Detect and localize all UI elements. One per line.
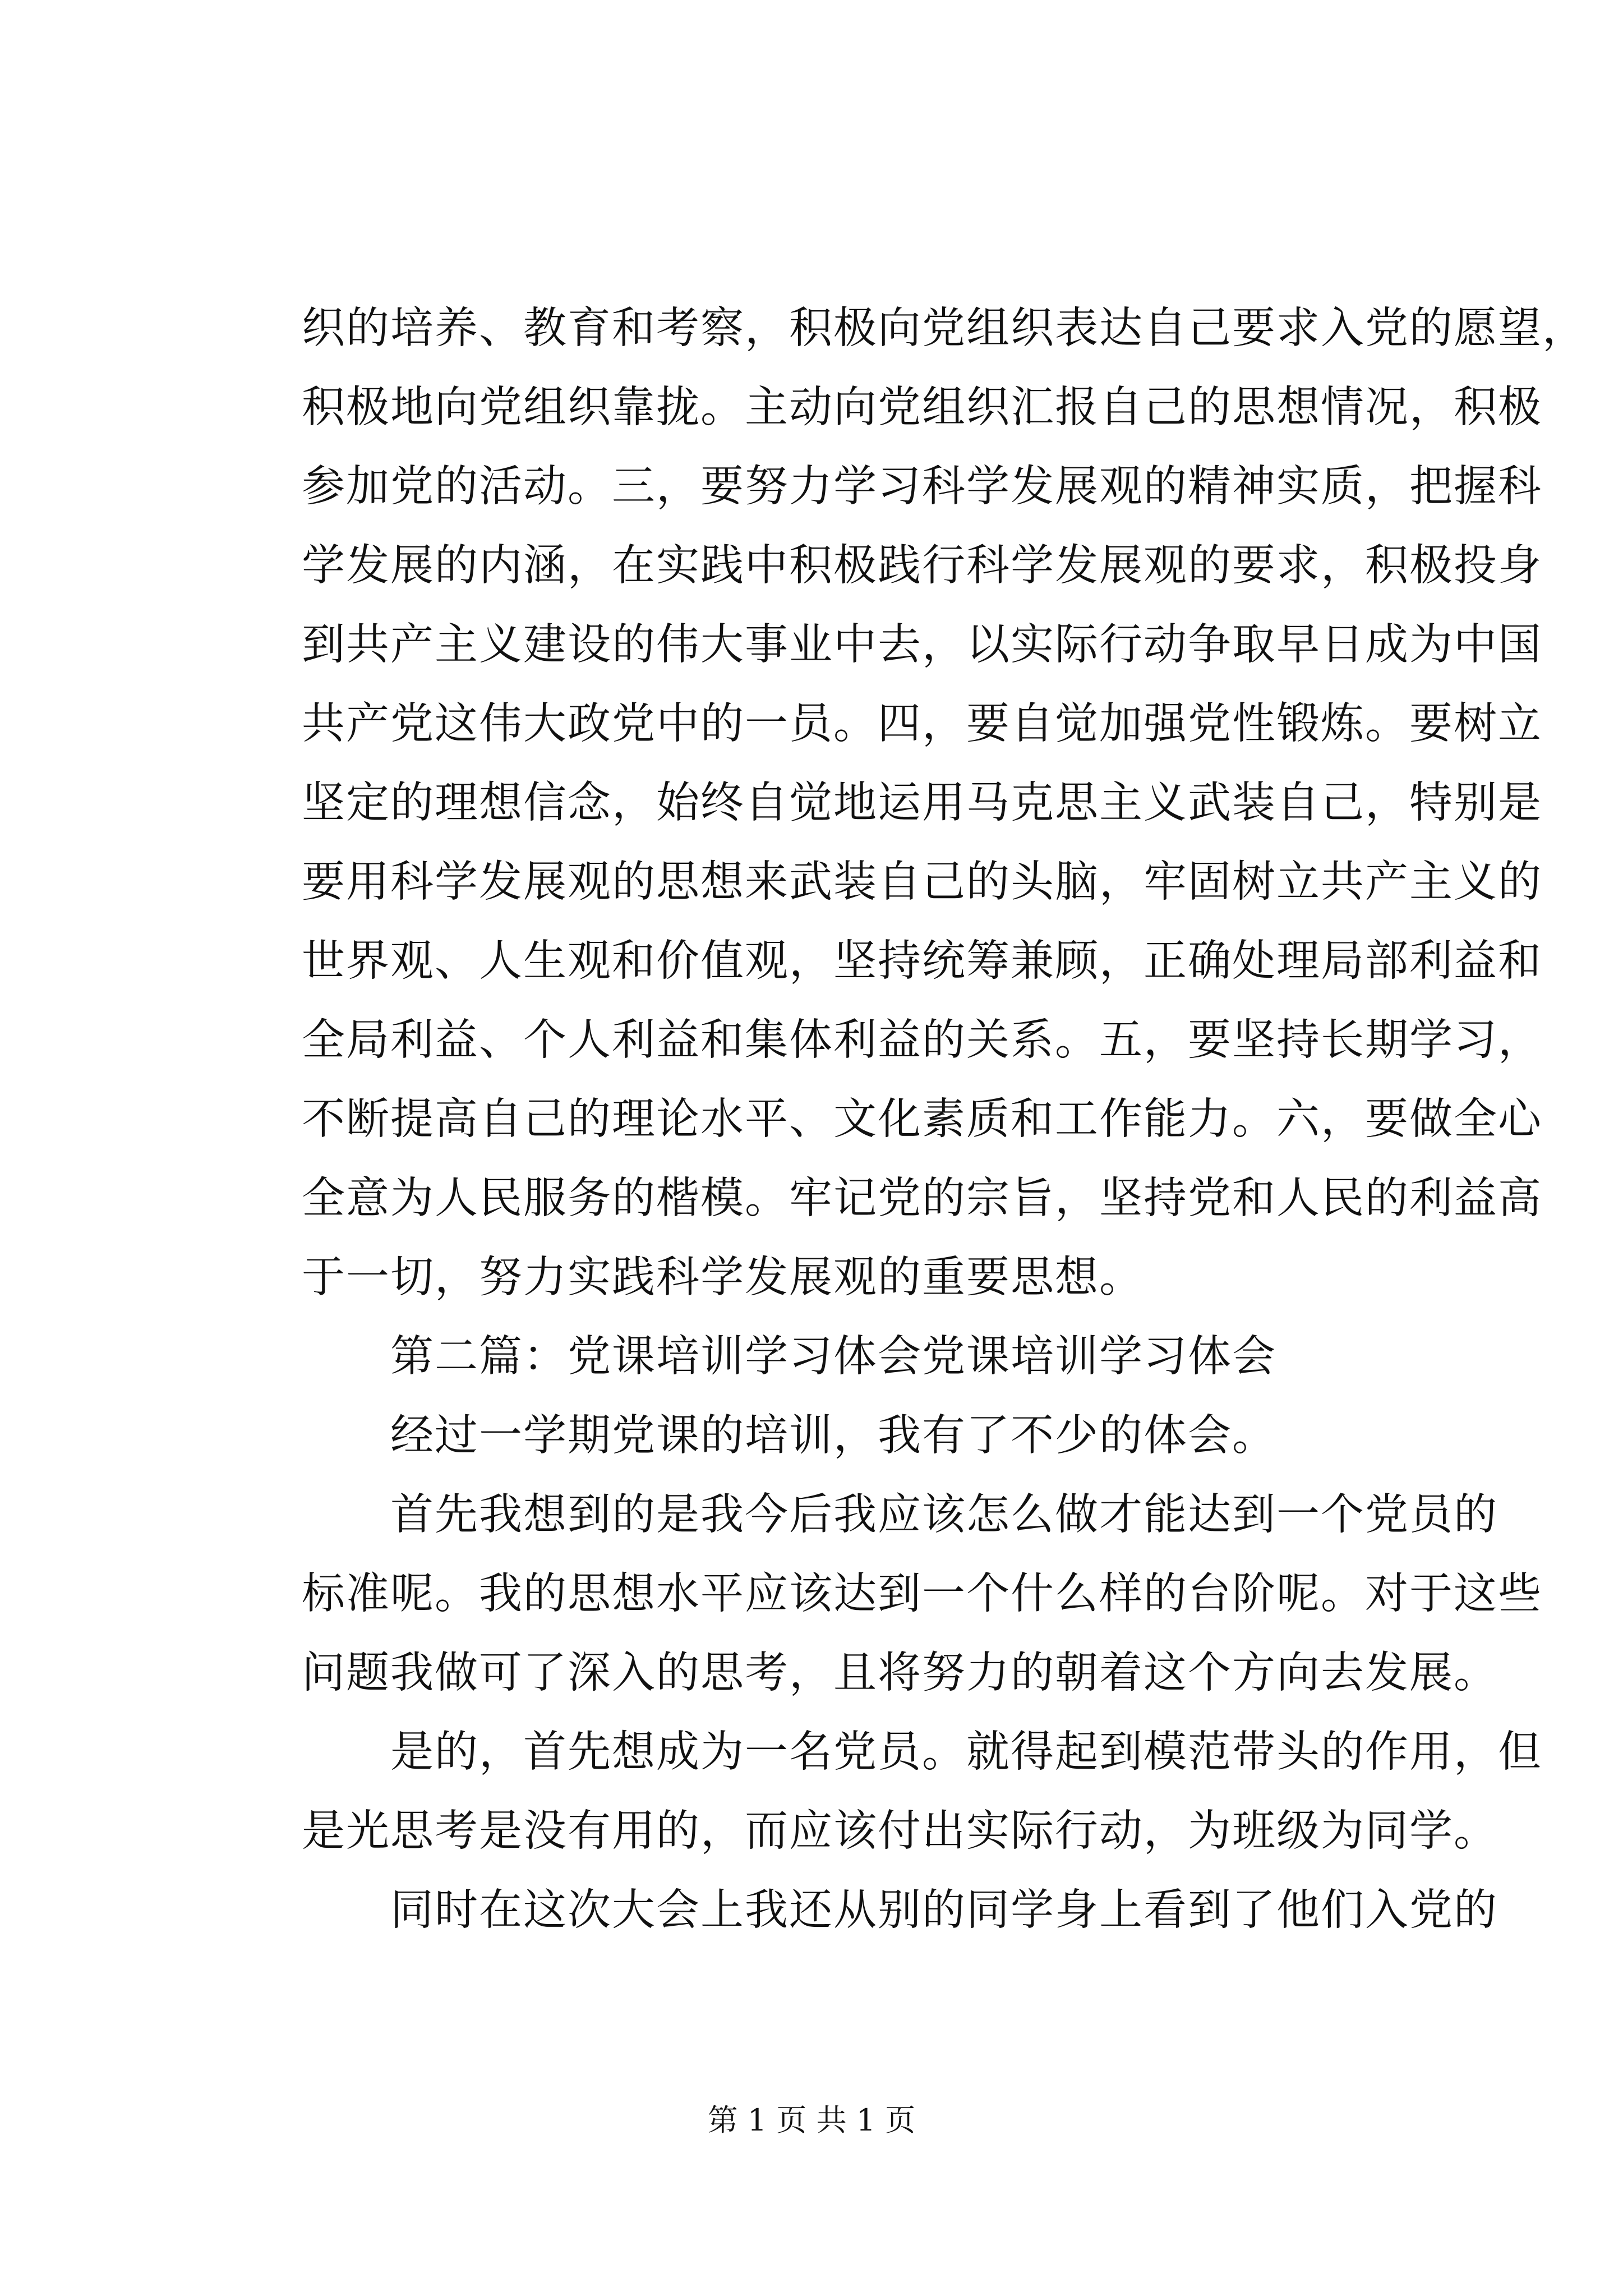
text-line: 参加党的活动。三，要努力学习科学发展观的精神实质，把握科: [302, 462, 1542, 512]
text-line: 同时在这次大会上我还从别的同学身上看到了他们入党的: [302, 1885, 1498, 1935]
text-line: 不断提高自己的理论水平、文化素质和工作能力。六，要做全心: [302, 1094, 1542, 1144]
text-line: 是的，首先想成为一名党员。就得起到模范带头的作用，但: [302, 1727, 1542, 1777]
text-line: 世界观、人生观和价值观，坚持统筹兼顾，正确处理局部利益和: [302, 936, 1542, 986]
text-line: 积极地向党组织靠拢。主动向党组织汇报自己的思想情况，积极: [302, 383, 1542, 432]
document-body: [302, 289, 1587, 1950]
text-line: 是光思考是没有用的，而应该付出实际行动，为班级为同学。: [302, 1806, 1498, 1856]
text-line: 学发展的内涵，在实践中积极践行科学发展观的要求，积极投身: [302, 541, 1542, 591]
text-line: 要用科学发展观的思想来武装自己的头脑，牢固树立共产主义的: [302, 857, 1542, 907]
text-line: 标准呢。我的思想水平应该达到一个什么样的台阶呢。对于这些: [302, 1569, 1542, 1619]
section-heading: 第二篇：党课培训学习体会党课培训学习体会: [302, 1332, 1276, 1382]
text-line: 共产党这伟大政党中的一员。四，要自觉加强党性锻炼。要树立: [302, 699, 1542, 749]
text-line: 到共产主义建设的伟大事业中去，以实际行动争取早日成为中国: [302, 620, 1542, 670]
text-line: 经过一学期党课的培训，我有了不少的体会。: [302, 1411, 1276, 1461]
text-line: 于一切，努力实践科学发展观的重要思想。: [302, 1253, 1144, 1303]
text-line: 全局利益、个人利益和集体利益的关系。五，要坚持长期学习，: [302, 1015, 1542, 1065]
text-line: 首先我想到的是我今后我应该怎么做才能达到一个党员的: [302, 1490, 1498, 1540]
text-line: 坚定的理想信念，始终自觉地运用马克思主义武装自己，特别是: [302, 778, 1542, 828]
page-footer: 第 1 页 共 1 页: [707, 2102, 916, 2138]
text-line: 全意为人民服务的楷模。牢记党的宗旨，坚持党和人民的利益高: [302, 1174, 1542, 1223]
text-line: 问题我做可了深入的思考，且将努力的朝着这个方向去发展。: [302, 1648, 1498, 1698]
text-line: 织的培养、教育和考察，积极向党组织表达自己要求入党的愿望，: [302, 303, 1587, 353]
